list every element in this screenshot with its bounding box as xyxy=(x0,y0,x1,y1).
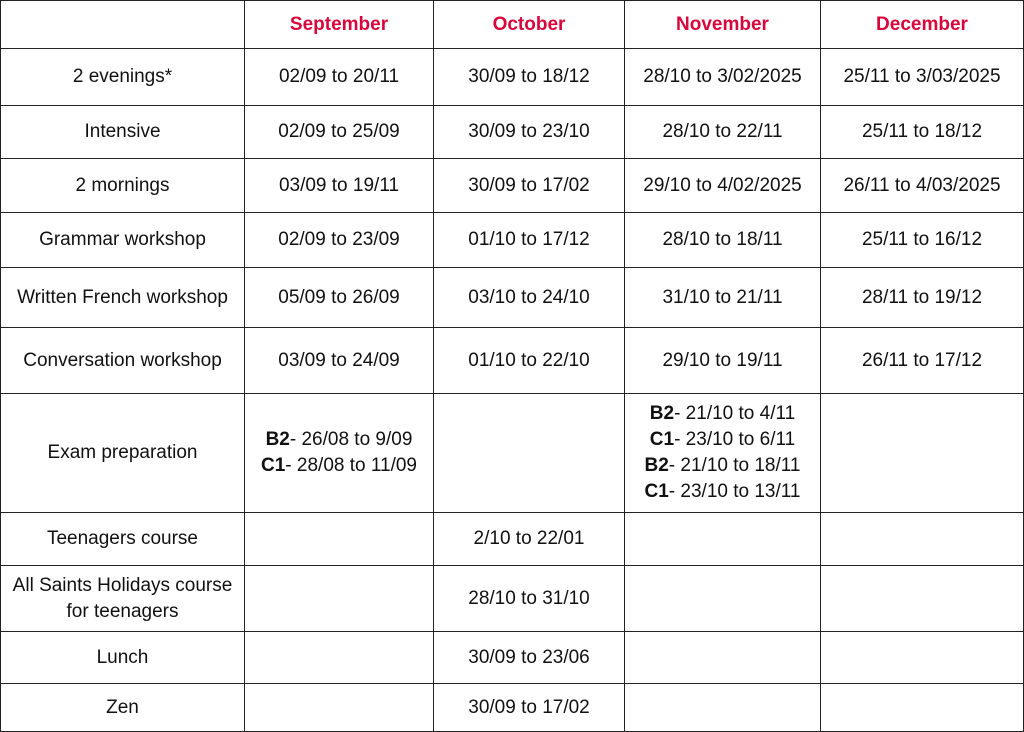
date-cell: 25/11 to 3/03/2025 xyxy=(821,49,1024,106)
header-november: November xyxy=(625,1,821,49)
row-label: Teenagers course xyxy=(1,513,245,566)
date-cell xyxy=(625,566,821,632)
row-label: Zen xyxy=(1,684,245,732)
row-label: Written French workshop xyxy=(1,268,245,328)
exam-prep-november-cell xyxy=(625,394,821,513)
date-cell: 26/11 to 4/03/2025 xyxy=(821,159,1024,213)
date-cell: 30/09 to 23/06 xyxy=(434,632,625,684)
exam-prep-line xyxy=(629,401,816,427)
date-cell: 05/09 to 26/09 xyxy=(245,268,434,328)
row-label-line-2: for teenagers xyxy=(66,600,179,622)
date-cell: 26/11 to 17/12 xyxy=(821,328,1024,394)
row-label-line-1: All Saints Holidays course xyxy=(12,574,233,596)
date-cell: 31/10 to 21/11 xyxy=(625,268,821,328)
date-cell xyxy=(245,684,434,732)
date-cell xyxy=(434,394,625,513)
exam-prep-line xyxy=(249,453,429,479)
table-row xyxy=(1,684,1024,732)
date-cell: 30/09 to 23/10 xyxy=(434,106,625,159)
date-cell: 03/09 to 24/09 xyxy=(245,328,434,394)
date-cell: 28/10 to 22/11 xyxy=(625,106,821,159)
row-label xyxy=(1,566,245,632)
exam-prep-line xyxy=(629,427,816,453)
date-cell: 01/10 to 17/12 xyxy=(434,213,625,268)
date-cell: 29/10 to 19/11 xyxy=(625,328,821,394)
table-row xyxy=(1,213,1024,268)
table-row xyxy=(1,566,1024,632)
table-row xyxy=(1,106,1024,159)
exam-prep-september-cell xyxy=(245,394,434,513)
date-cell: 25/11 to 16/12 xyxy=(821,213,1024,268)
exam-level: C1 xyxy=(261,455,286,476)
exam-prep-line xyxy=(629,479,816,505)
exam-dates: - 21/10 to 18/11 xyxy=(668,455,801,476)
row-label: 2 evenings* xyxy=(1,49,245,106)
date-cell xyxy=(625,513,821,566)
date-cell: 25/11 to 18/12 xyxy=(821,106,1024,159)
date-cell: 28/11 to 19/12 xyxy=(821,268,1024,328)
date-cell: 30/09 to 17/02 xyxy=(434,159,625,213)
header-september: September xyxy=(245,1,434,49)
row-label: Exam preparation xyxy=(1,394,245,513)
date-cell: 28/10 to 18/11 xyxy=(625,213,821,268)
date-cell: 30/09 to 18/12 xyxy=(434,49,625,106)
table-row xyxy=(1,632,1024,684)
date-cell xyxy=(245,632,434,684)
exam-dates: - 21/10 to 4/11 xyxy=(674,403,796,424)
table-row xyxy=(1,513,1024,566)
date-cell: 03/10 to 24/10 xyxy=(434,268,625,328)
exam-prep-line xyxy=(629,453,816,479)
table-row xyxy=(1,49,1024,106)
date-cell: 28/10 to 3/02/2025 xyxy=(625,49,821,106)
exam-level: B2 xyxy=(644,455,669,476)
date-cell xyxy=(625,632,821,684)
exam-level: C1 xyxy=(644,481,669,502)
date-cell: 29/10 to 4/02/2025 xyxy=(625,159,821,213)
row-label: Conversation workshop xyxy=(1,328,245,394)
table-row xyxy=(1,159,1024,213)
date-cell: 02/09 to 25/09 xyxy=(245,106,434,159)
date-cell xyxy=(821,566,1024,632)
row-label: 2 mornings xyxy=(1,159,245,213)
header-december: December xyxy=(821,1,1024,49)
exam-prep-line xyxy=(249,427,429,453)
date-cell: 02/09 to 20/11 xyxy=(245,49,434,106)
exam-level: C1 xyxy=(649,429,675,450)
exam-dates: - 23/10 to 6/11 xyxy=(674,429,796,450)
exam-level: B2 xyxy=(265,429,290,450)
row-label: Grammar workshop xyxy=(1,213,245,268)
header-row xyxy=(1,1,1024,49)
table-row xyxy=(1,394,1024,513)
header-empty-cell xyxy=(1,1,245,49)
date-cell: 02/09 to 23/09 xyxy=(245,213,434,268)
exam-dates: - 26/08 to 9/09 xyxy=(289,429,413,450)
date-cell: 2/10 to 22/01 xyxy=(434,513,625,566)
date-cell xyxy=(625,684,821,732)
row-label: Lunch xyxy=(1,632,245,684)
table-row xyxy=(1,328,1024,394)
table-row xyxy=(1,268,1024,328)
row-label: Intensive xyxy=(1,106,245,159)
exam-dates: - 28/08 to 11/09 xyxy=(285,455,417,476)
date-cell xyxy=(245,566,434,632)
date-cell: 30/09 to 17/02 xyxy=(434,684,625,732)
date-cell xyxy=(821,394,1024,513)
date-cell xyxy=(245,513,434,566)
exam-dates: - 23/10 to 13/11 xyxy=(668,481,801,502)
date-cell: 28/10 to 31/10 xyxy=(434,566,625,632)
date-cell: 01/10 to 22/10 xyxy=(434,328,625,394)
header-october: October xyxy=(434,1,625,49)
date-cell xyxy=(821,684,1024,732)
exam-level: B2 xyxy=(649,403,675,424)
date-cell xyxy=(821,632,1024,684)
date-cell: 03/09 to 19/11 xyxy=(245,159,434,213)
date-cell xyxy=(821,513,1024,566)
